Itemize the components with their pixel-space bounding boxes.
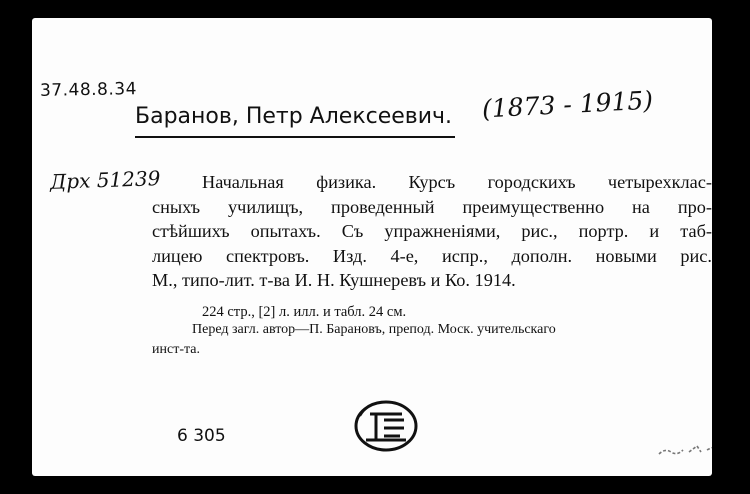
description-line: М., типо-лит. т-ва И. Н. Кушнеревъ и Ко. 1914. bbox=[152, 270, 516, 290]
author-years: (1873 - 1915) bbox=[481, 85, 654, 124]
physical-extent: 224 стр., [2] л. илл. и табл. 24 см. bbox=[202, 304, 407, 320]
note-line: Перед загл. автор—П. Барановъ, препод. Моск. учительскаго bbox=[192, 322, 556, 337]
note-block bbox=[152, 320, 712, 360]
description-line: сныхъ училищъ, проведенный преимущественно на про- bbox=[152, 196, 712, 217]
author-underline bbox=[135, 136, 455, 138]
library-stamp-icon bbox=[350, 396, 422, 454]
catalog-card bbox=[32, 18, 712, 476]
description-line: лицею спектровъ. Изд. 4-е, испр., дополн. новыми рис. bbox=[152, 245, 712, 266]
bibliographic-description bbox=[152, 170, 712, 293]
description-line: стѣйшихъ опытахъ. Съ упражненіями, рис., портр. и таб- bbox=[152, 221, 712, 241]
note-line: инст-та. bbox=[152, 342, 200, 357]
description-line: Начальная физика. Курсъ городскихъ четырехклас- bbox=[202, 172, 712, 192]
shelf-mark: 6 305 bbox=[177, 426, 226, 446]
scan-border bbox=[712, 0, 750, 494]
inventory-number: Дрх 51239 bbox=[49, 166, 161, 194]
author-heading: Баранов, Петр Алексеевич. bbox=[135, 104, 453, 129]
call-number: 37.48.8.34 bbox=[39, 79, 138, 101]
